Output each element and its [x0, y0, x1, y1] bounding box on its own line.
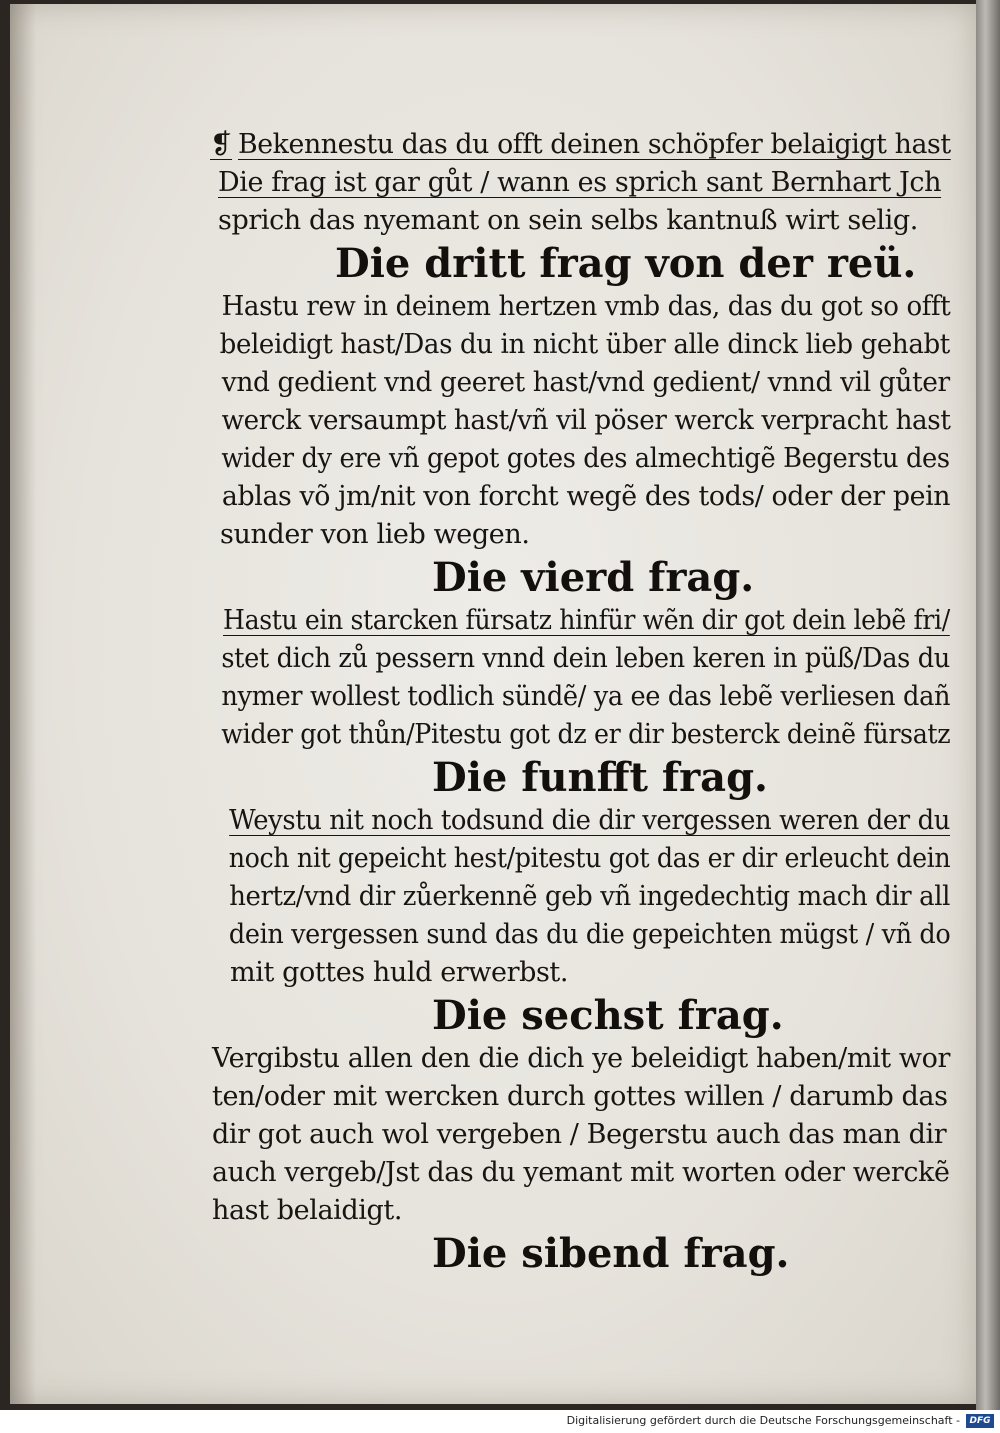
text-line: stet dich zů pessern vnnd dein leben keren in püß/Das du: [221, 643, 950, 674]
section-heading: Die vierd frag.: [432, 554, 755, 601]
text-line: Vergibstu allen den die dich ye beleidigt haben/mit wor: [212, 1043, 950, 1074]
section-heading: Die sechst frag.: [432, 992, 784, 1039]
section-heading: Die sibend frag.: [432, 1230, 790, 1277]
text-line: Hastu rew in deinem hertzen vmb das, das du got so offt: [221, 291, 951, 322]
text-line: ten/oder mit wercken durch gottes willen / darumb das: [212, 1081, 948, 1112]
section-heading: Die dritt frag von der reü.: [335, 240, 917, 287]
text-line: Weystu nit noch todsund die dir vergessen weren der du: [229, 805, 951, 836]
text-line: hast belaidigt.: [212, 1195, 403, 1226]
text-line: Bekennestu das du offt deinen schöpfer belaigigt hast: [237, 129, 951, 160]
text-line: noch nit gepeicht hest/pitestu got das er dir erleucht dein: [228, 843, 951, 874]
text-line-with-pilcrow: [210, 126, 951, 164]
footer-bar: [0, 1410, 1000, 1433]
text-line: wider dy ere vñ gepot gotes des almechtigẽ Begerstu des: [221, 443, 950, 474]
pilcrow-mark: ❡: [210, 129, 233, 160]
text-line: hertz/vnd dir zůerkennẽ geb vñ ingedechtig mach dir all: [229, 881, 951, 912]
text-line: mit gottes huld erwerbst.: [230, 957, 569, 988]
page-edge: [976, 0, 1000, 1410]
text-line: wider got thůn/Pitestu got dz er dir besterck deinẽ fürsatz: [221, 719, 951, 750]
book-page: [10, 4, 976, 1404]
text-line: Hastu ein starcken fürsatz hinfür wẽn dir got dein lebẽ fri/: [223, 605, 950, 636]
text-line: sunder von lieb wegen.: [220, 519, 530, 550]
text-line: vnd gedient vnd geeret hast/vnd gedient/ vnnd vil gůter: [221, 367, 950, 398]
text-line: nymer wollest todlich sündẽ/ ya ee das lebẽ verliesen dañ: [221, 681, 951, 712]
text-line: dein vergessen sund das du die gepeichten mügst / vñ do: [228, 919, 951, 950]
page-text-block: [210, 126, 950, 1278]
text-line: sprich das nyemant on sein selbs kantnuß wirt selig.: [218, 205, 918, 236]
text-line: auch vergeb/Jst das du yemant mit worten oder werckẽ: [211, 1157, 950, 1188]
text-line: beleidigt hast/Das du in nicht über alle dinck lieb gehabt: [219, 329, 950, 360]
text-line: Die frag ist gar gůt / wann es sprich sant Bernhart Jch: [218, 167, 942, 198]
text-line: werck versaumpt hast/vñ vil pöser werck verpracht hast: [221, 405, 951, 436]
section-heading: Die funfft frag.: [432, 754, 768, 801]
footer-credit: Digitalisierung gefördert durch die Deutsche Forschungsgemeinschaft -: [566, 1414, 960, 1427]
text-line: dir got auch wol vergeben / Begerstu auch das man dir: [212, 1119, 947, 1150]
dfg-logo: DFG: [966, 1414, 994, 1428]
text-line: ablas võ jm/nit von forcht wegẽ des tods/ oder der pein: [221, 481, 951, 512]
